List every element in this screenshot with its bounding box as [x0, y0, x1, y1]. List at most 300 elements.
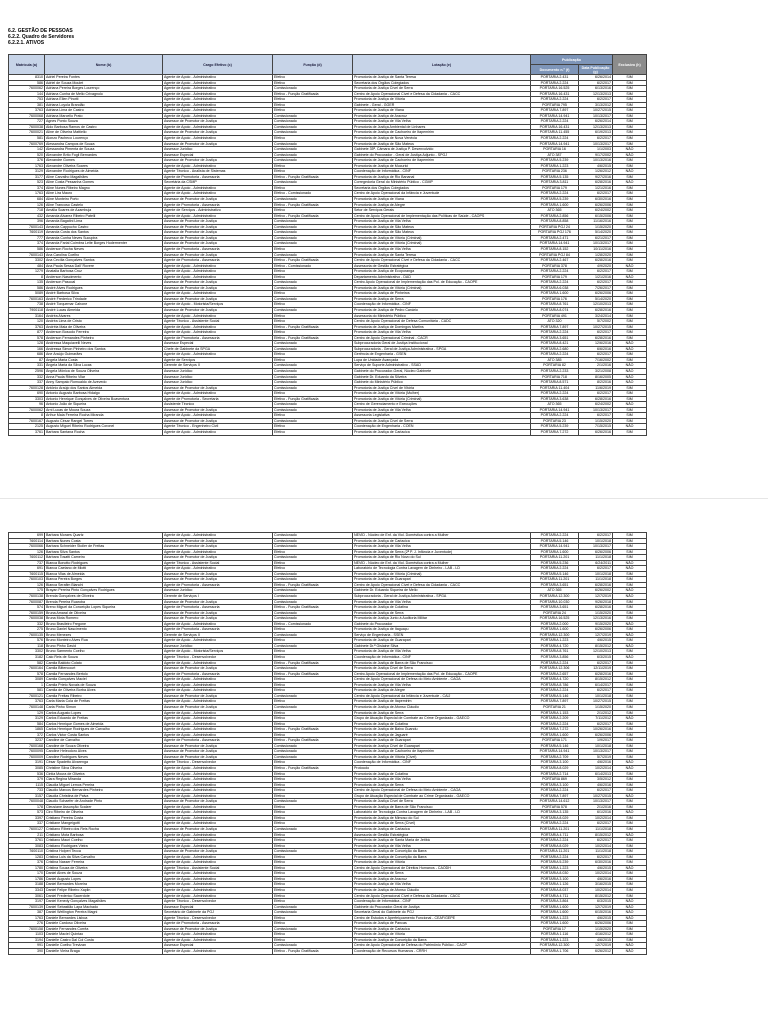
cell-matricula: 991 [9, 943, 45, 949]
cell-data: 10/26/2016 [579, 727, 613, 733]
cell-nome: Cristiano Mota Barbosa [45, 832, 163, 838]
cell-documento: PORTARIA 176 [531, 296, 579, 302]
cell-lotacao: Assessoria Legislativa [353, 413, 531, 419]
cell-data: 6/28/2016 [579, 180, 613, 186]
cell-exclusivo: SIM [613, 413, 647, 419]
cell-cargo: Assessor de Promotor de Justiça [163, 158, 273, 164]
cell-matricula: 1763 [9, 915, 45, 921]
cell-matricula: 718 [9, 208, 45, 214]
cell-exclusivo: NÃO [613, 949, 647, 955]
cell-documento: PORTARIA 2.224 [531, 136, 579, 142]
cell-exclusivo: SIM [613, 230, 647, 236]
cell-exclusivo: SIM [613, 86, 647, 92]
cell-funcao: Efetivo [273, 291, 353, 297]
cell-funcao: Comissionado [273, 380, 353, 386]
header-lotacao: Lotação (e) [353, 55, 531, 75]
cell-lotacao: Secretaria Geral do Gabinete do PGJ [353, 910, 531, 916]
cell-data: 1/15/2020 [579, 418, 613, 424]
cell-lotacao: Promotoria de Justiça Cível de Serra [353, 666, 531, 672]
cell-funcao: Comissionado [273, 385, 353, 391]
cell-exclusivo: SIM [613, 799, 647, 805]
cell-lotacao: Subprocuradoria - Geral de Justiça Administrativa - SPGA [353, 346, 531, 352]
cell-funcao: Efetivo - Função Gratificada [273, 91, 353, 97]
cell-exclusivo: SIM [613, 533, 647, 539]
cell-data: 1/9/2017 [579, 738, 613, 744]
cell-matricula: 578 [9, 671, 45, 677]
cell-cargo: Assessor de Promotor de Justiça [163, 235, 273, 241]
cell-nome: Anderson Pascoal [45, 280, 163, 286]
cell-lotacao: Gabinete do Procurador - Geral de Justiça Adjunto - SPGJ [353, 152, 531, 158]
cell-funcao: Comissionado [273, 141, 353, 147]
cell-documento: PORTARIA 11.455 [531, 130, 579, 136]
cell-exclusivo: SIM [613, 141, 647, 147]
cell-funcao: Efetivo [273, 80, 353, 86]
cell-exclusivo: SIM [613, 677, 647, 683]
cell-nome: André Torquemar Cahone [45, 302, 163, 308]
cell-funcao: Efetivo [273, 352, 353, 358]
cell-documento: PORTARIA 1.600 [531, 627, 579, 633]
cell-documento: PORTARIA 5.239 [531, 424, 579, 430]
cell-funcao: Efetivo [273, 876, 353, 882]
cell-exclusivo: NÃO [613, 566, 647, 572]
cell-matricula: 126 [9, 582, 45, 588]
cell-nome: Bruno Menezes [45, 632, 163, 638]
cell-data: 10/13/2017 [579, 799, 613, 805]
cell-data: 8/15/2012 [579, 677, 613, 683]
cell-documento: PORTARIA 1.600 [531, 291, 579, 297]
cell-documento: PORTARIA 11.404 [531, 385, 579, 391]
cell-cargo: Agente de Promotoria - Assessoria [163, 738, 273, 744]
cell-exclusivo: SIM [613, 693, 647, 699]
cell-matricula: 7600062 [9, 86, 45, 92]
cell-exclusivo: SIM [613, 202, 647, 208]
cell-funcao: Efetivo [273, 838, 353, 844]
cell-nome: Caio Reis de Souza [45, 655, 163, 661]
cell-funcao: Efetivo [273, 163, 353, 169]
cell-documento: PORTARIA 5.146 [531, 571, 579, 577]
cell-documento: PORTARIA 2.224 [531, 391, 579, 397]
cell-matricula: 7600769 [9, 141, 45, 147]
cell-lotacao: Promotoria de Justiça de Itaguaçu [353, 627, 531, 633]
cell-data: 6/26/2006 [579, 549, 613, 555]
cell-data: 6/24/2002 [579, 208, 613, 214]
cell-documento: PORTARIA 8.786 [531, 682, 579, 688]
cell-cargo: Agente de Apoio - Administrativo [163, 113, 273, 119]
cell-cargo: Agente de Apoio - Administrativo [163, 660, 273, 666]
cell-exclusivo: NÃO [613, 760, 647, 766]
cell-exclusivo: SIM [613, 854, 647, 860]
cell-exclusivo: NÃO [613, 832, 647, 838]
cell-nome: Alessandra Pimenta de Souza [45, 147, 163, 153]
cell-data: 6/14/2013 [579, 771, 613, 777]
cell-lotacao: Centro de Apoio Operacional Cível e Defesa da Cidadania - CACC [353, 893, 531, 899]
cell-documento: PORTARIA 5.146 [531, 693, 579, 699]
cell-documento: PORTARIA 1.706 [531, 949, 579, 955]
cell-nome: Daniel Sebastião Lapa Machado [45, 904, 163, 910]
cell-matricula: 578 [9, 335, 45, 341]
cell-funcao: Comissionado [273, 113, 353, 119]
cell-funcao: Efetivo [273, 782, 353, 788]
cell-matricula: 576 [9, 638, 45, 644]
cell-exclusivo: NÃO [613, 643, 647, 649]
cell-lotacao: Secretaria dos Órgãos Colegiados [353, 80, 531, 86]
cell-documento: PORTARIA 2.471 [531, 235, 579, 241]
cell-documento: PORTARIA 2.224 [531, 97, 579, 103]
cell-exclusivo: NÃO [613, 147, 647, 153]
cell-data: 6/2/2017 [579, 413, 613, 419]
cell-exclusivo: SIM [613, 838, 647, 844]
cell-nome: Bianca Vilas de Almeida [45, 571, 163, 577]
cell-lotacao: Promotoria de Justiça de Serra [353, 610, 531, 616]
cell-data: 6/2/2017 [579, 269, 613, 275]
cell-funcao: Comissionado [273, 943, 353, 949]
cell-cargo: Agente de Apoio - Administrativo [163, 882, 273, 888]
cell-nome: Ângela Maria da Silva Lucas [45, 363, 163, 369]
cell-data: 6/14/2017 [579, 682, 613, 688]
cell-exclusivo: SIM [613, 777, 647, 783]
cell-lotacao: Promotoria de Justiça de Serra (2ª P. J. Infância e Juventude) [353, 549, 531, 555]
cell-documento: PORTARIA 3.100 [531, 760, 579, 766]
cell-matricula: 376 [9, 158, 45, 164]
cell-exclusivo: SIM [613, 219, 647, 225]
cell-documento: PORTARIA 1.600 [531, 910, 579, 916]
cell-exclusivo: SIM [613, 649, 647, 655]
cell-cargo: Agente de Promotoria - Assessoria [163, 335, 273, 341]
cell-lotacao: Centro de Estudos e Aperfeiçoamento Funcional - CEAF/GEPE [353, 915, 531, 921]
cell-funcao: Efetivo - Comissionado [273, 263, 353, 269]
cell-documento: PORTARIA 5.239 [531, 860, 579, 866]
cell-documento: PORTARIA 82 [531, 363, 579, 369]
cell-funcao: Efetivo [273, 136, 353, 142]
cell-documento: PORTARIA 2.000 [531, 621, 579, 627]
cell-funcao: Efetivo [273, 655, 353, 661]
cell-nome: Aldo Barbosa Ramos de Castro [45, 124, 163, 130]
cell-matricula: 573 [9, 810, 45, 816]
cell-documento: PORTARIA 16 [531, 147, 579, 153]
cell-data: 4/6/2015 [579, 638, 613, 644]
cell-data: 6/28/2016 [579, 307, 613, 313]
cell-nome: Cristiano Mauri Coelho [45, 838, 163, 844]
cell-documento: PORTARIA 3.100 [531, 782, 579, 788]
cell-documento: PORTARIA 3.864 [531, 899, 579, 905]
cell-nome: Adriana Pereira Borges Lourenço [45, 86, 163, 92]
cell-cargo: Agente de Apoio - Administrativo [163, 291, 273, 297]
cell-lotacao: Serviço de Suporte Administrativo - SSAD [353, 363, 531, 369]
cell-matricula: 3763 [9, 108, 45, 114]
cell-cargo: Agente de Apoio - Administrativo [163, 391, 273, 397]
cell-matricula: 144 [9, 91, 45, 97]
cell-exclusivo: SIM [613, 666, 647, 672]
cell-cargo: Assessor de Promotor de Justiça [163, 418, 273, 424]
cell-cargo: Assessor Especial [163, 943, 273, 949]
cell-matricula: 3397 [9, 815, 45, 821]
cell-exclusivo: NÃO [613, 368, 647, 374]
cell-nome: Brenda Pereira Ruaroba [45, 599, 163, 605]
cell-lotacao: Promotoria de Justiça de Vitória (Cível) [353, 754, 531, 760]
cell-cargo: Assessor Jurídico [163, 643, 273, 649]
cell-funcao: Comissionado [273, 594, 353, 600]
cell-lotacao: Promotoria de Justiça de Conceição da Barra [353, 937, 531, 943]
cell-funcao: Efetivo [273, 246, 353, 252]
cell-funcao: Efetivo [273, 560, 353, 566]
cell-lotacao: Promotoria de Justiça Cível de Serra [353, 86, 531, 92]
cell-documento: PORTARIA 3.651 [531, 335, 579, 341]
cell-lotacao: Centro de Apoio Operacional de Defesa Comunitária - CADC [353, 319, 531, 325]
cell-documento: PORTARIA 2.680 [531, 346, 579, 352]
cell-funcao: Comissionado [273, 341, 353, 347]
cell-funcao: Comissionado [273, 616, 353, 622]
cell-funcao: Efetivo [273, 302, 353, 308]
cell-cargo: Assessor de Promotor de Justiça [163, 407, 273, 413]
cell-cargo: Agente de Apoio - Administrativo [163, 86, 273, 92]
cell-data: 12/7/2019 [579, 943, 613, 949]
cell-lotacao: Promotoria de Justiça de Cachoeiro de Itapemirim [353, 130, 531, 136]
cell-lotacao: Promotoria de Justiça de Vila Velha [353, 882, 531, 888]
cell-matricula: 1115 [9, 782, 45, 788]
cell-nome: Camila Prieto Novais de Souza [45, 682, 163, 688]
cell-exclusivo: NÃO [613, 810, 647, 816]
cell-cargo: Assessor Jurídico [163, 380, 273, 386]
cell-nome: Bruno Brasileiro Fregone [45, 621, 163, 627]
cell-lotacao: Coordenação de Engenharia - COEN [353, 424, 531, 430]
cell-data: 1/28/2020 [579, 252, 613, 258]
cell-data: 5/7/2002 [579, 319, 613, 325]
page-break [0, 498, 768, 499]
cell-exclusivo: SIM [613, 280, 647, 286]
header-exclusivo: Exclusivo (h) [613, 55, 647, 75]
cell-data: 4/6/2015 [579, 865, 613, 871]
cell-lotacao: Promotoria de Justiça de Viana [353, 197, 531, 203]
cell-lotacao: Promotoria de Justiça Cível de Vitória [353, 385, 531, 391]
cell-matricula: 7600066 [9, 544, 45, 550]
cell-documento: PORTARIA 2.224 [531, 660, 579, 666]
cell-exclusivo: SIM [613, 882, 647, 888]
cell-funcao: Comissionado [273, 230, 353, 236]
cell-cargo: Agente de Apoio - Administrativo [163, 108, 273, 114]
cell-nome: Aline Monteiro Porto [45, 197, 163, 203]
cell-documento: PORTARIA PGJ 176 [531, 230, 579, 236]
cell-data: 1/15/2020 [579, 610, 613, 616]
cell-cargo: Agente de Apoio - Administrativo [163, 533, 273, 539]
cell-lotacao: Centro de Apoio Operacional Criminal - CACR [353, 335, 531, 341]
cell-nome: Amanda Alvarez Ribeiro Patelli [45, 213, 163, 219]
cell-matricula: 3237 [9, 738, 45, 744]
cell-funcao: Efetivo [273, 699, 353, 705]
cell-funcao: Efetivo [273, 854, 353, 860]
cell-exclusivo: SIM [613, 849, 647, 855]
cell-nome: Barbara Schneider Stoller de Freitas [45, 544, 163, 550]
cell-lotacao: Grupo de Atuação Especial de Combate ao Crime Organizado - GAECO [353, 793, 531, 799]
cell-lotacao: Promotoria de Justiça de São Mateus [353, 224, 531, 230]
cell-lotacao: Gabinete do Procurador-Geral de Justiça [353, 904, 531, 910]
cell-matricula: 7600048 [9, 799, 45, 805]
cell-data: 6/2/2017 [579, 80, 613, 86]
cell-nome: Bianca Pereira Borges [45, 577, 163, 583]
cell-lotacao: Promotoria de Justiça de Vitória (Criminal) [353, 241, 531, 247]
cell-lotacao: Promotoria de Justiça de Vila Velha [353, 682, 531, 688]
cell-documento: PORTARIA 1.223 [531, 915, 579, 921]
cell-exclusivo: SIM [613, 688, 647, 694]
cell-exclusivo: NÃO [613, 943, 647, 949]
cell-exclusivo: SIM [613, 937, 647, 943]
cell-exclusivo: SIM [613, 296, 647, 302]
cell-data: 9/15/2020 [579, 621, 613, 627]
cell-funcao: Efetivo [273, 882, 353, 888]
cell-cargo: Agente Técnico - Analista de Sistemas [163, 169, 273, 175]
cell-cargo: Assessor de Promotor de Justiça [163, 230, 273, 236]
cell-cargo: Agente de Apoio - Administrativo [163, 274, 273, 280]
heading-section: 6.2. GESTÃO DE PESSOAS [8, 28, 73, 34]
cell-documento: ATO 385 [531, 357, 579, 363]
cell-lotacao: Coordenação de Informática - CINF [353, 169, 531, 175]
cell-lotacao: Promotoria de Justiça de Vitória (Criminal) [353, 571, 531, 577]
cell-documento: PORTARIA 1.600 [531, 904, 579, 910]
cell-lotacao: Promotoria de Justiça de Pancas [353, 921, 531, 927]
cell-matricula: 374 [9, 241, 45, 247]
cell-cargo: Assessor Jurídico [163, 374, 273, 380]
cell-data: 10/1/2018 [579, 571, 613, 577]
cell-nome: Aline Nunes Ribeiro Magno [45, 185, 163, 191]
cell-exclusivo: SIM [613, 888, 647, 894]
cell-matricula: 581 [9, 688, 45, 694]
cell-matricula: 574 [9, 605, 45, 611]
cell-lotacao: Centro de Apoio Operacional de Implementação das Políticas de Saúde - CAOPS [353, 213, 531, 219]
cell-data: 6/28/2016 [579, 671, 613, 677]
cell-data: 6/2/2017 [579, 391, 613, 397]
cell-nome: Adriana Loyola Brandão [45, 102, 163, 108]
cell-funcao: Comissionado [273, 363, 353, 369]
cell-cargo: Agente de Apoio - Administrativo [163, 191, 273, 197]
cell-data: 10/27/2015 [579, 793, 613, 799]
cell-exclusivo: SIM [613, 704, 647, 710]
cell-funcao: Efetivo [273, 75, 353, 81]
cell-cargo: Assessor de Promotor de Justiça [163, 280, 273, 286]
cell-documento: PORTARIA PGJ 24 [531, 224, 579, 230]
cell-matricula: 690 [9, 391, 45, 397]
cell-documento: PORTARIA 2.224 [531, 352, 579, 358]
cell-lotacao: Gabinete Dr. Eduardo Siqueira de Mello [353, 588, 531, 594]
cell-cargo: Agente de Apoio - Administrativo [163, 549, 273, 555]
cell-data: 6/15/2006 [579, 213, 613, 219]
cell-data: 6/24/2011 [579, 560, 613, 566]
cell-lotacao: Promotoria de Justiça de Alegre [353, 688, 531, 694]
cell-lotacao: Assessoria do Ministério Público [353, 313, 531, 319]
cell-matricula: 738 [9, 302, 45, 308]
cell-lotacao: Promotoria de Justiça de Serra [353, 710, 531, 716]
cell-matricula: 733 [9, 788, 45, 794]
cell-data: 10/1/2018 [579, 538, 613, 544]
cell-exclusivo: SIM [613, 926, 647, 932]
cell-exclusivo: SIM [613, 671, 647, 677]
cell-data: 3/5/2012 [579, 777, 613, 783]
cell-exclusivo: SIM [613, 91, 647, 97]
cell-funcao: Efetivo - Função Gratificada [273, 727, 353, 733]
cell-nome: Angela Maria Costa [45, 357, 163, 363]
cell-cargo: Assessor Jurídico [163, 147, 273, 153]
cell-nome: Adriana Cunha de Mello Crivagnolo [45, 91, 163, 97]
header-data: Data Publicação (g) [579, 65, 613, 75]
cell-documento: PORTARIA 2.224 [531, 413, 579, 419]
cell-nome: Arni Lucas de Moura Souza [45, 407, 163, 413]
cell-matricula: 7600119 [9, 230, 45, 236]
cell-funcao: Comissionado [273, 374, 353, 380]
cell-funcao: Comissionado [273, 219, 353, 225]
cell-cargo: Agente de Apoio - Motorista/Serviços [163, 302, 273, 308]
cell-documento: PORTARIA PGJ 84 [531, 252, 579, 258]
cell-documento: PORTARIA 8.761 [531, 649, 579, 655]
cell-data: 12/10/2013 [579, 302, 613, 308]
cell-lotacao: Promotoria de Justiça de Colatina [353, 771, 531, 777]
cell-data: 4/6/2015 [579, 937, 613, 943]
cell-funcao: Efetivo [273, 865, 353, 871]
cell-exclusivo: SIM [613, 246, 647, 252]
cell-matricula: 135 [9, 280, 45, 286]
cell-exclusivo: SIM [613, 582, 647, 588]
cell-matricula: 753 [9, 97, 45, 103]
cell-funcao: Efetivo - Função Gratificada [273, 324, 353, 330]
cell-exclusivo: SIM [613, 732, 647, 738]
cell-data: 12/11/2019 [579, 666, 613, 672]
cell-lotacao: Promotoria de Justiça de Barra de São Francisco [353, 804, 531, 810]
cell-matricula: 777 [9, 235, 45, 241]
cell-documento: PORTARIA 2.224 [531, 854, 579, 860]
cell-data: 5/14/2020 [579, 296, 613, 302]
cell-matricula: 337 [9, 821, 45, 827]
cell-documento: PORTARIA 12.306 [531, 666, 579, 672]
cell-documento: PORTARIA 8.152 [531, 246, 579, 252]
cell-cargo: Agente Técnico - Engenheiro Civil [163, 424, 273, 430]
cell-data: 6/2/2017 [579, 838, 613, 844]
cell-matricula: 877 [9, 330, 45, 336]
cell-matricula: 3194 [9, 937, 45, 943]
cell-documento: PORTARIA 1.223 [531, 865, 579, 871]
cell-cargo: Agente de Apoio - Administrativo [163, 821, 273, 827]
cell-funcao: Comissionado [273, 197, 353, 203]
cell-matricula: 1780 [9, 865, 45, 871]
cell-data: 4/6/2016 [579, 876, 613, 882]
cell-exclusivo: NÃO [613, 588, 647, 594]
cell-data: 11/1/2018 [579, 849, 613, 855]
cell-lotacao: Promotoria de Justiça de Vila Velha [353, 330, 531, 336]
cell-matricula: 3763 [9, 324, 45, 330]
cell-documento: PORTARIA 3.856 [531, 655, 579, 661]
cell-nome: Cristiano Rodrigues Vieira [45, 843, 163, 849]
cell-exclusivo: SIM [613, 197, 647, 203]
cell-documento: PORTARIA 4.711 [531, 893, 579, 899]
cell-data: 10/1/2018 [579, 693, 613, 699]
cell-data: 10/13/2017 [579, 749, 613, 755]
cell-matricula: 2596 [9, 368, 45, 374]
cell-lotacao: Promotoria de Justiça de Vila Velha [353, 843, 531, 849]
cell-nome: Daniel Kenedy Gonçalves Magalhães [45, 899, 163, 905]
cell-nome: Daniel Felipe Ribeiro Xaplin [45, 888, 163, 894]
cell-exclusivo: SIM [613, 815, 647, 821]
cell-cargo: Assessor de Promotor de Justiça [163, 538, 273, 544]
cell-matricula: 3188 [9, 882, 45, 888]
cell-matricula: 381 [9, 102, 45, 108]
cell-documento: PORTARIA 7.897 [531, 108, 579, 114]
cell-documento: PORTARIA 8.029 [531, 843, 579, 849]
cell-lotacao: Promotoria de Justiça de Serra [353, 296, 531, 302]
cell-lotacao: Subprocuradoria Geral de Justiça Institucional [353, 341, 531, 347]
cell-funcao: Efetivo [273, 430, 353, 436]
cell-funcao: Comissionado [273, 346, 353, 352]
cell-data: 10/2/2014 [579, 843, 613, 849]
cell-data: 1/21/2016 [579, 274, 613, 280]
cell-data: 12/7/2019 [579, 594, 613, 600]
cell-data: 6/26/2014 [579, 75, 613, 81]
cell-matricula: 584 [9, 721, 45, 727]
